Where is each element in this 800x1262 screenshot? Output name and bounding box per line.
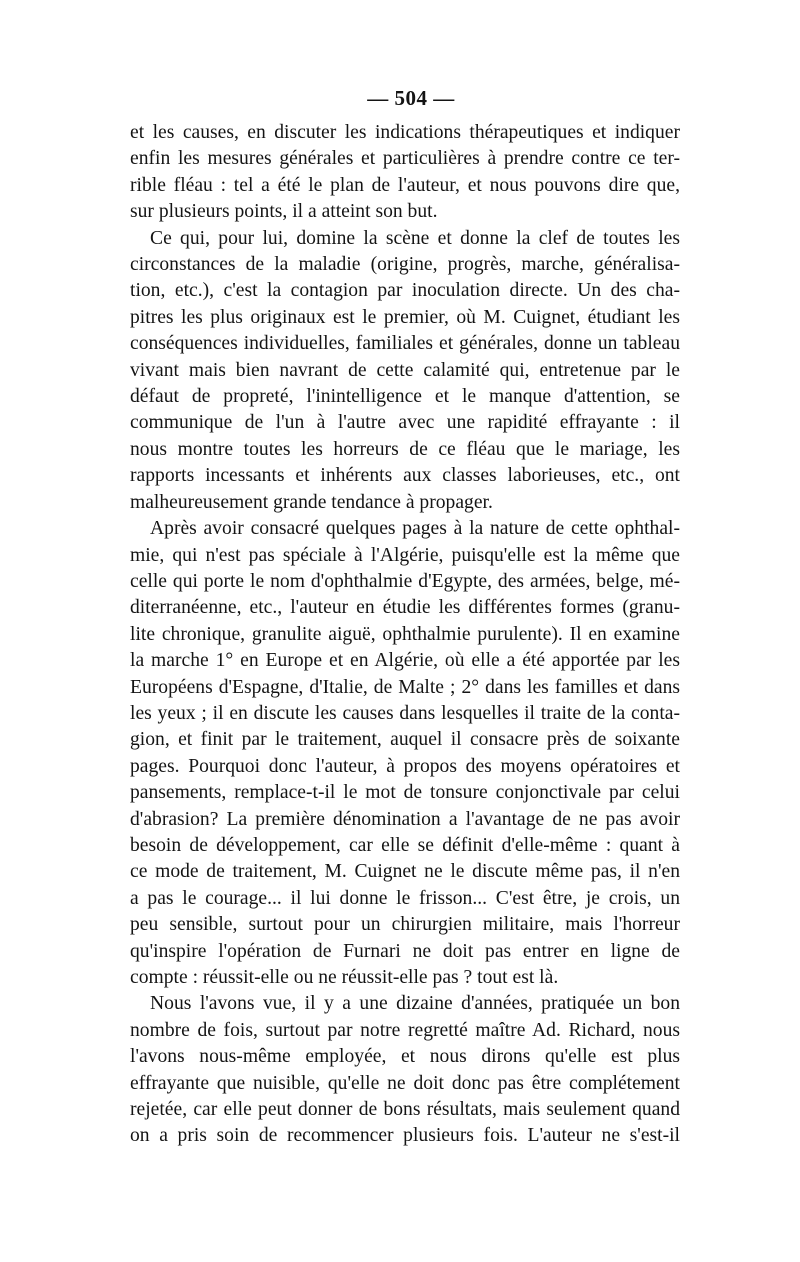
- text-line: qu'inspire l'opération de Furnari ne doit pas entrer en ligne de: [130, 940, 680, 962]
- paragraph-2: [130, 226, 680, 516]
- text-line: besoin de développement, car elle se définit d'elle-même : quant à: [130, 834, 680, 856]
- text-line: les yeux ; il en discute les causes dans lesquelles il traite de la conta-: [130, 702, 680, 724]
- text-line: Européens d'Espagne, d'Italie, de Malte ; 2° dans les familles et dans: [130, 676, 680, 698]
- text-line: gion, et finit par le traitement, auquel il consacre près de soixante: [130, 729, 680, 751]
- text-line: Nous l'avons vue, il y a une dizaine d'années, pratiquée un bon: [150, 993, 680, 1015]
- text-line: conséquences individuelles, familiales et générales, donne un tableau: [130, 333, 680, 355]
- page-number: — 504 —: [367, 86, 455, 110]
- text-line: rejetée, car elle peut donner de bons résultats, mais seulement quand: [130, 1099, 680, 1121]
- text-line: diterranéenne, etc., l'auteur en étudie les différentes formes (granu-: [130, 597, 680, 619]
- text-line: l'avons nous-même employée, et nous dirons qu'elle est plus: [130, 1046, 680, 1068]
- text-line: communique de l'un à l'autre avec une rapidité effrayante : il: [130, 412, 680, 434]
- text-line: Ce qui, pour lui, domine la scène et donne la clef de toutes les: [150, 227, 680, 249]
- text-line: sur plusieurs points, il a atteint son but.: [130, 201, 438, 223]
- text-line: rible fléau : tel a été le plan de l'auteur, et nous pouvons dire que,: [130, 174, 680, 196]
- text-line: circonstances de la maladie (origine, progrès, marche, généralisa-: [130, 254, 680, 276]
- text-line: vivant mais bien navrant de cette calamité qui, entretenue par le: [130, 359, 680, 381]
- text-line: pansements, remplace-t-il le mot de tonsure conjonctivale par celui: [130, 782, 680, 804]
- text-line: nous montre toutes les horreurs de ce fléau que le mariage, les: [130, 438, 680, 460]
- text-line: on a pris soin de recommencer plusieurs fois. L'auteur ne s'est-il: [130, 1125, 680, 1147]
- paragraph-4: [130, 991, 680, 1149]
- text-line: la marche 1° en Europe et en Algérie, où elle a été apportée par les: [130, 650, 680, 672]
- text-line: rapports incessants et inhérents aux classes laborieuses, etc., ont: [130, 465, 680, 487]
- paragraph-3: [130, 516, 680, 991]
- text-line: effrayante que nuisible, qu'elle ne doit donc pas être complétement: [130, 1072, 680, 1094]
- text-line: enfin les mesures générales et particulières à prendre contre ce ter-: [130, 148, 680, 170]
- text-line: tion, etc.), c'est la contagion par inoculation directe. Un des cha-: [130, 280, 680, 302]
- text-line: compte : réussit-elle ou ne réussit-elle pas ? tout est là.: [130, 967, 559, 988]
- text-line: peu sensible, surtout pour un chirurgien militaire, mais l'horreur: [130, 914, 680, 936]
- text-line: Après avoir consacré quelques pages à la nature de cette ophthal-: [150, 518, 680, 540]
- text-line: d'abrasion? La première dénomination a l'avantage de ne pas avoir: [130, 808, 680, 830]
- text-line: pages. Pourquoi donc l'auteur, à propos des moyens opératoires et: [130, 755, 680, 777]
- book-page: [130, 84, 680, 1150]
- text-line: malheureusement grande tendance à propager.: [130, 491, 493, 513]
- text-line: celle qui porte le nom d'ophthalmie d'Egypte, des armées, belge, mé-: [130, 570, 680, 592]
- text-line: et les causes, en discuter les indications thérapeutiques et indiquer: [130, 122, 680, 143]
- text-line: mie, qui n'est pas spéciale à l'Algérie, puisqu'elle est la même que: [130, 544, 680, 566]
- text-line: nombre de fois, surtout par notre regretté maître Ad. Richard, nous: [130, 1019, 680, 1041]
- text-line: défaut de propreté, l'inintelligence et le manque d'attention, se: [130, 386, 680, 408]
- text-line: lite chronique, granulite aiguë, ophthalmie purulente). Il en examine: [130, 623, 680, 645]
- text-line: pitres les plus originaux est le premier, où M. Cuignet, étudiant les: [130, 306, 680, 328]
- text-line: a pas le courage... il lui donne le frisson... C'est être, je crois, un: [130, 887, 680, 909]
- text-line: ce mode de traitement, M. Cuignet ne le discute même pas, il n'en: [130, 861, 680, 883]
- paragraph-1: [130, 120, 680, 226]
